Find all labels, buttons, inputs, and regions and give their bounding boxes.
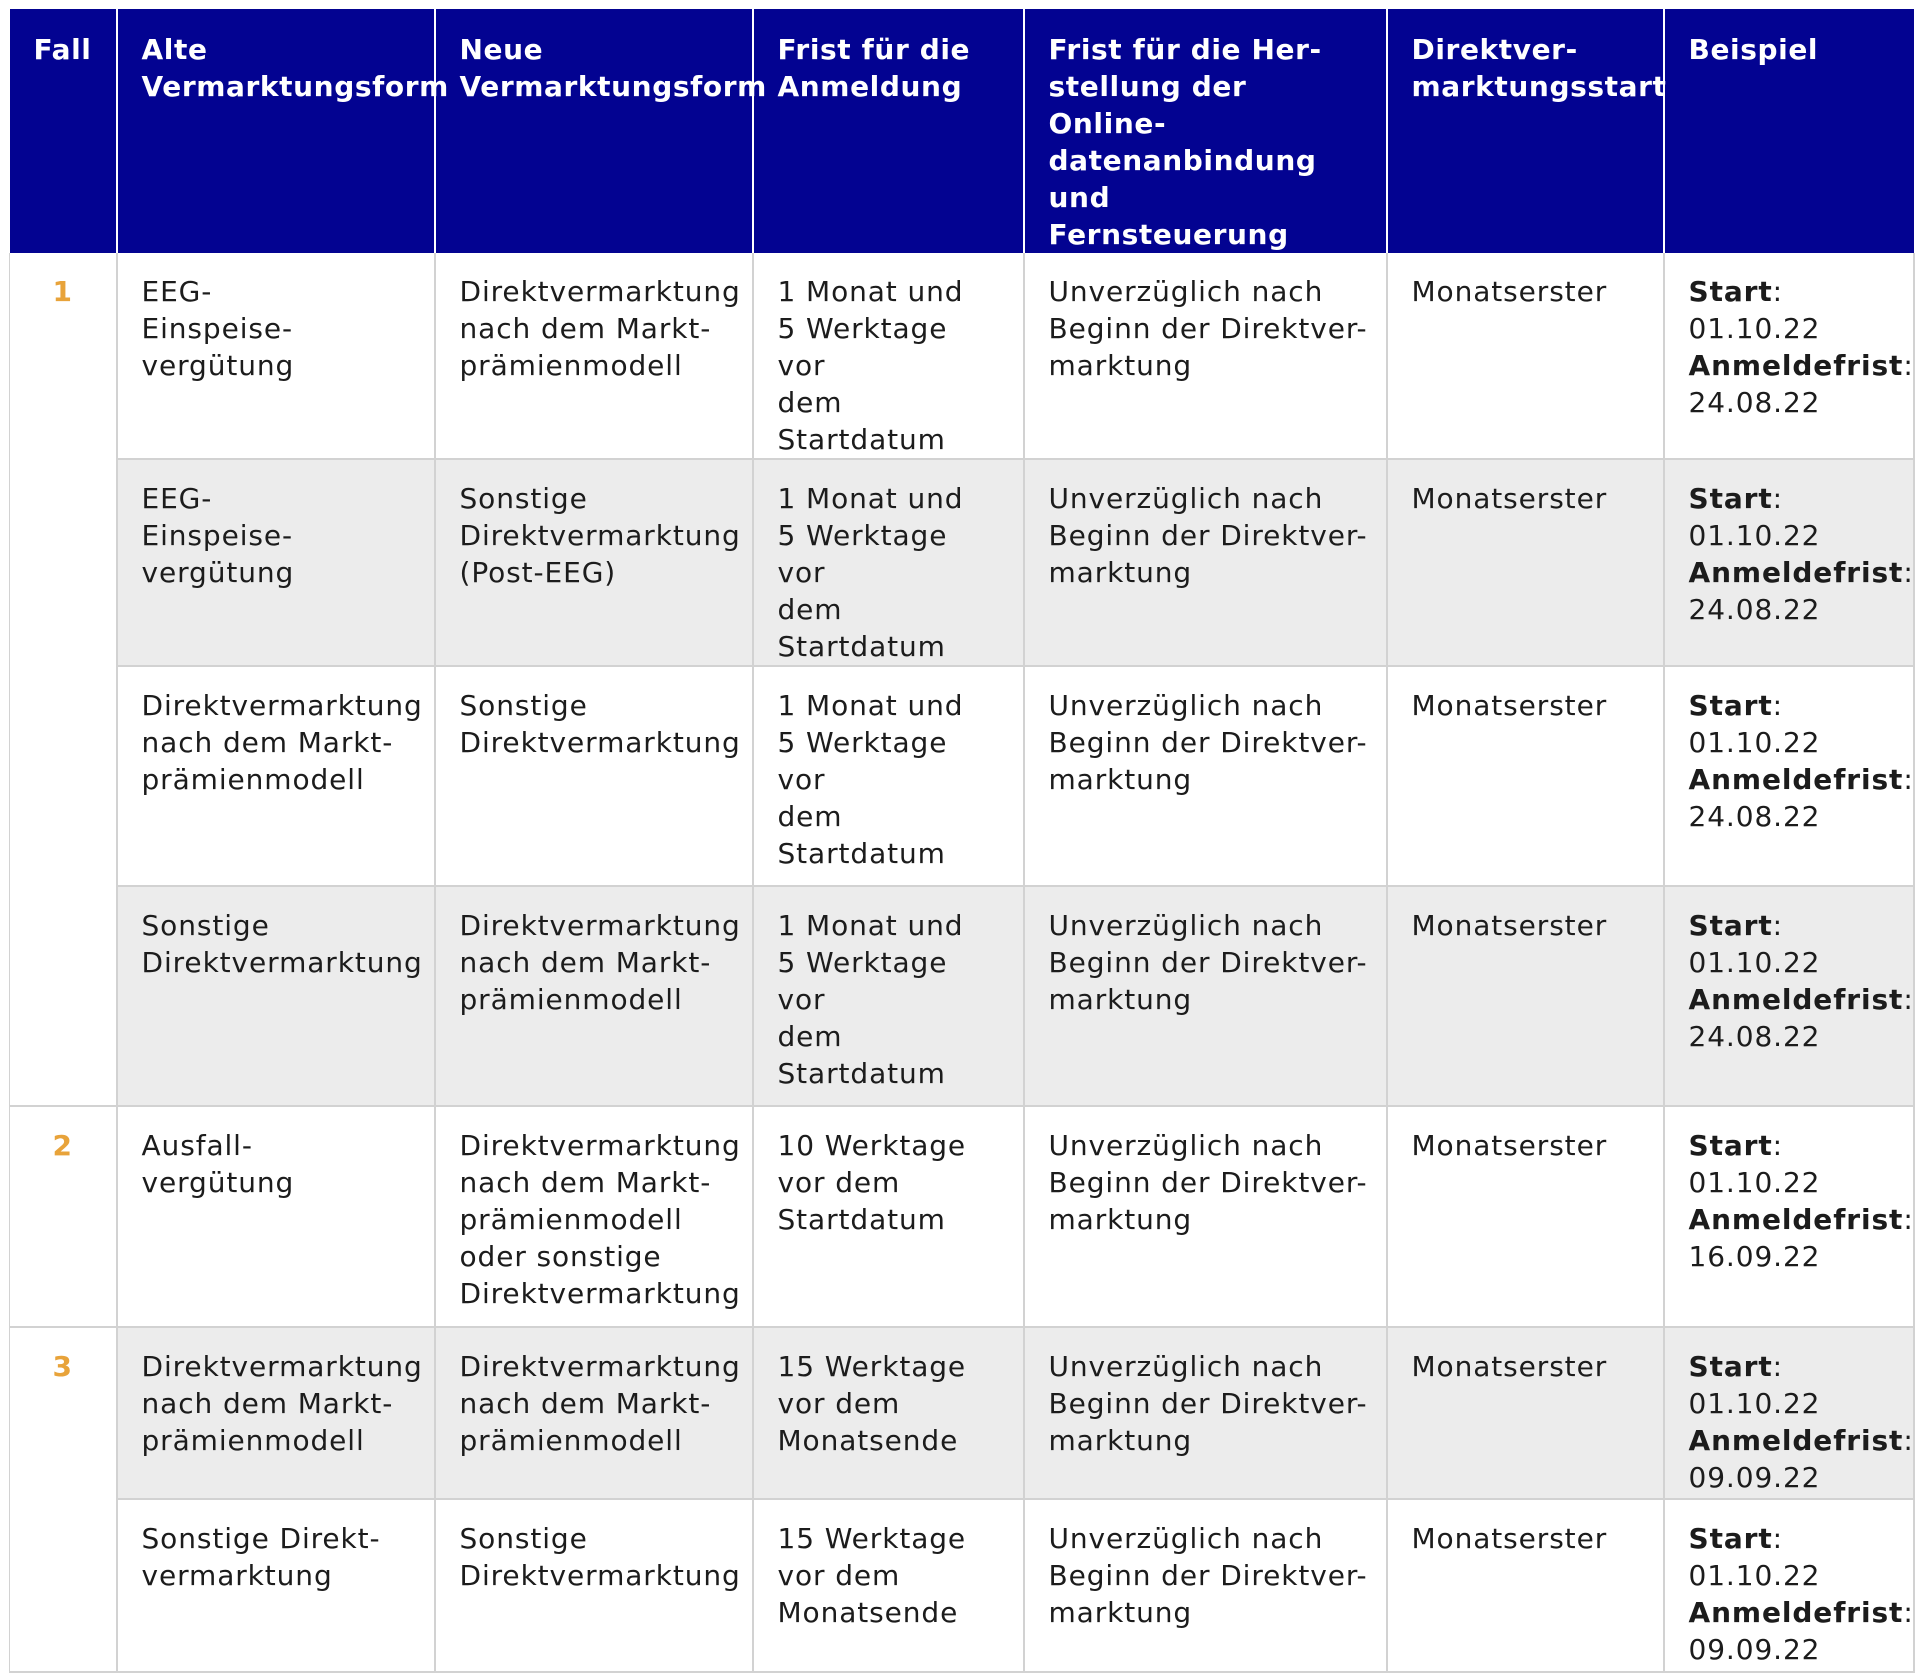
beispiel-start-label: Start [1688,1129,1773,1162]
beispiel-start-label: Start [1688,1350,1773,1383]
cell-frist-online: Unverzüglich nach Beginn der Direktver- marktung [1024,1106,1387,1327]
cell-start: Monatserster [1387,459,1664,666]
beispiel-frist-label: Anmeldefrist [1688,763,1904,796]
beispiel-frist-value: : 09.09.22 [1688,1596,1914,1666]
header-neue-vermarktungsform: Neue Vermarktungsform [435,9,753,253]
cell-beispiel [1664,459,1914,666]
cell-neue-vermarktungsform: Direktvermarktung nach dem Markt- prämienmodell [435,253,753,459]
beispiel-start-value: : 01.10.22 [1688,275,1821,345]
cell-frist-online: Unverzüglich nach Beginn der Direktver- marktung [1024,886,1387,1106]
fall-number: 2 [10,1106,117,1327]
cell-frist-online: Unverzüglich nach Beginn der Direktver- marktung [1024,253,1387,459]
beispiel-start-value: : 01.10.22 [1688,689,1821,759]
cell-alte-vermarktungsform: Ausfall- vergütung [117,1106,435,1327]
cell-neue-vermarktungsform: Direktvermarktung nach dem Markt- prämienmodell oder sonstige Direktvermarktung [435,1106,753,1327]
beispiel-frist-value: : 24.08.22 [1688,983,1914,1053]
cell-neue-vermarktungsform: Sonstige Direktvermarktung [435,1499,753,1672]
cell-beispiel [1664,1499,1914,1672]
fall-number: 3 [10,1327,117,1672]
cell-beispiel [1664,1106,1914,1327]
beispiel-start-label: Start [1688,909,1773,942]
beispiel-frist-label: Anmeldefrist [1688,983,1904,1016]
cell-neue-vermarktungsform: Sonstige Direktvermarktung (Post-EEG) [435,459,753,666]
cell-frist-anmeldung: 10 Werktage vor dem Startdatum [753,1106,1024,1327]
cell-alte-vermarktungsform: Sonstige Direktvermarktung [117,886,435,1106]
beispiel-start-value: : 01.10.22 [1688,909,1821,979]
cell-frist-online: Unverzüglich nach Beginn der Direktver- marktung [1024,1327,1387,1499]
header-row [10,9,1914,253]
table-row [10,253,1914,459]
cell-start: Monatserster [1387,1106,1664,1327]
table-row [10,886,1914,1106]
beispiel-start-value: : 01.10.22 [1688,1129,1821,1199]
cell-frist-online: Unverzüglich nach Beginn der Direktver- marktung [1024,666,1387,886]
cell-neue-vermarktungsform: Direktvermarktung nach dem Markt- prämienmodell [435,886,753,1106]
beispiel-frist-value: : 09.09.22 [1688,1424,1914,1494]
cell-frist-online: Unverzüglich nach Beginn der Direktver- marktung [1024,459,1387,666]
beispiel-frist-value: : 16.09.22 [1688,1203,1914,1273]
cell-start: Monatserster [1387,666,1664,886]
marketing-deadlines-table [9,9,1915,1673]
cell-neue-vermarktungsform: Direktvermarktung nach dem Markt- prämienmodell [435,1327,753,1499]
cell-alte-vermarktungsform: EEG- Einspeise- vergütung [117,253,435,459]
cell-start: Monatserster [1387,253,1664,459]
header-frist-anmeldung: Frist für die Anmeldung [753,9,1024,253]
table-header [10,9,1914,253]
beispiel-frist-label: Anmeldefrist [1688,1596,1904,1629]
cell-frist-anmeldung: 15 Werktage vor dem Monatsende [753,1499,1024,1672]
table-container [9,9,1913,1673]
beispiel-start-label: Start [1688,689,1773,722]
header-frist-onlinedatenanbindung: Frist für die Her- stellung der Online- datenanbindung und Fernsteuerung [1024,9,1387,253]
beispiel-frist-value: : 24.08.22 [1688,556,1914,626]
header-beispiel: Beispiel [1664,9,1914,253]
cell-beispiel [1664,253,1914,459]
cell-beispiel [1664,1327,1914,1499]
header-direktvermarktungsstart: Direktver- marktungsstart [1387,9,1664,253]
cell-beispiel [1664,666,1914,886]
cell-alte-vermarktungsform: Direktvermarktung nach dem Markt- prämienmodell [117,1327,435,1499]
table-body [10,253,1914,1672]
cell-frist-online: Unverzüglich nach Beginn der Direktver- marktung [1024,1499,1387,1672]
cell-alte-vermarktungsform: Sonstige Direkt- vermarktung [117,1499,435,1672]
table-row [10,1499,1914,1672]
cell-start: Monatserster [1387,1327,1664,1499]
header-fall: Fall [10,9,117,253]
cell-start: Monatserster [1387,1499,1664,1672]
cell-neue-vermarktungsform: Sonstige Direktvermarktung [435,666,753,886]
cell-frist-anmeldung: 1 Monat und 5 Werktage vor dem Startdatum [753,253,1024,459]
beispiel-start-value: : 01.10.22 [1688,1522,1821,1592]
beispiel-start-label: Start [1688,482,1773,515]
cell-frist-anmeldung: 1 Monat und 5 Werktage vor dem Startdatum [753,666,1024,886]
beispiel-frist-label: Anmeldefrist [1688,1424,1904,1457]
table-row [10,666,1914,886]
beispiel-frist-label: Anmeldefrist [1688,1203,1904,1236]
cell-start: Monatserster [1387,886,1664,1106]
table-row [10,459,1914,666]
beispiel-start-label: Start [1688,1522,1773,1555]
beispiel-start-value: : 01.10.22 [1688,1350,1821,1420]
beispiel-start-value: : 01.10.22 [1688,482,1821,552]
beispiel-frist-value: : 24.08.22 [1688,349,1914,419]
beispiel-start-label: Start [1688,275,1773,308]
beispiel-frist-label: Anmeldefrist [1688,349,1904,382]
beispiel-frist-value: : 24.08.22 [1688,763,1914,833]
cell-frist-anmeldung: 15 Werktage vor dem Monatsende [753,1327,1024,1499]
table-row [10,1327,1914,1499]
cell-beispiel [1664,886,1914,1106]
table-row [10,1106,1914,1327]
cell-alte-vermarktungsform: Direktvermarktung nach dem Markt- prämienmodell [117,666,435,886]
fall-number: 1 [10,253,117,1106]
cell-alte-vermarktungsform: EEG- Einspeise- vergütung [117,459,435,666]
cell-frist-anmeldung: 1 Monat und 5 Werktage vor dem Startdatum [753,886,1024,1106]
header-alte-vermarktungsform: Alte Vermarktungsform [117,9,435,253]
cell-frist-anmeldung: 1 Monat und 5 Werktage vor dem Startdatum [753,459,1024,666]
beispiel-frist-label: Anmeldefrist [1688,556,1904,589]
